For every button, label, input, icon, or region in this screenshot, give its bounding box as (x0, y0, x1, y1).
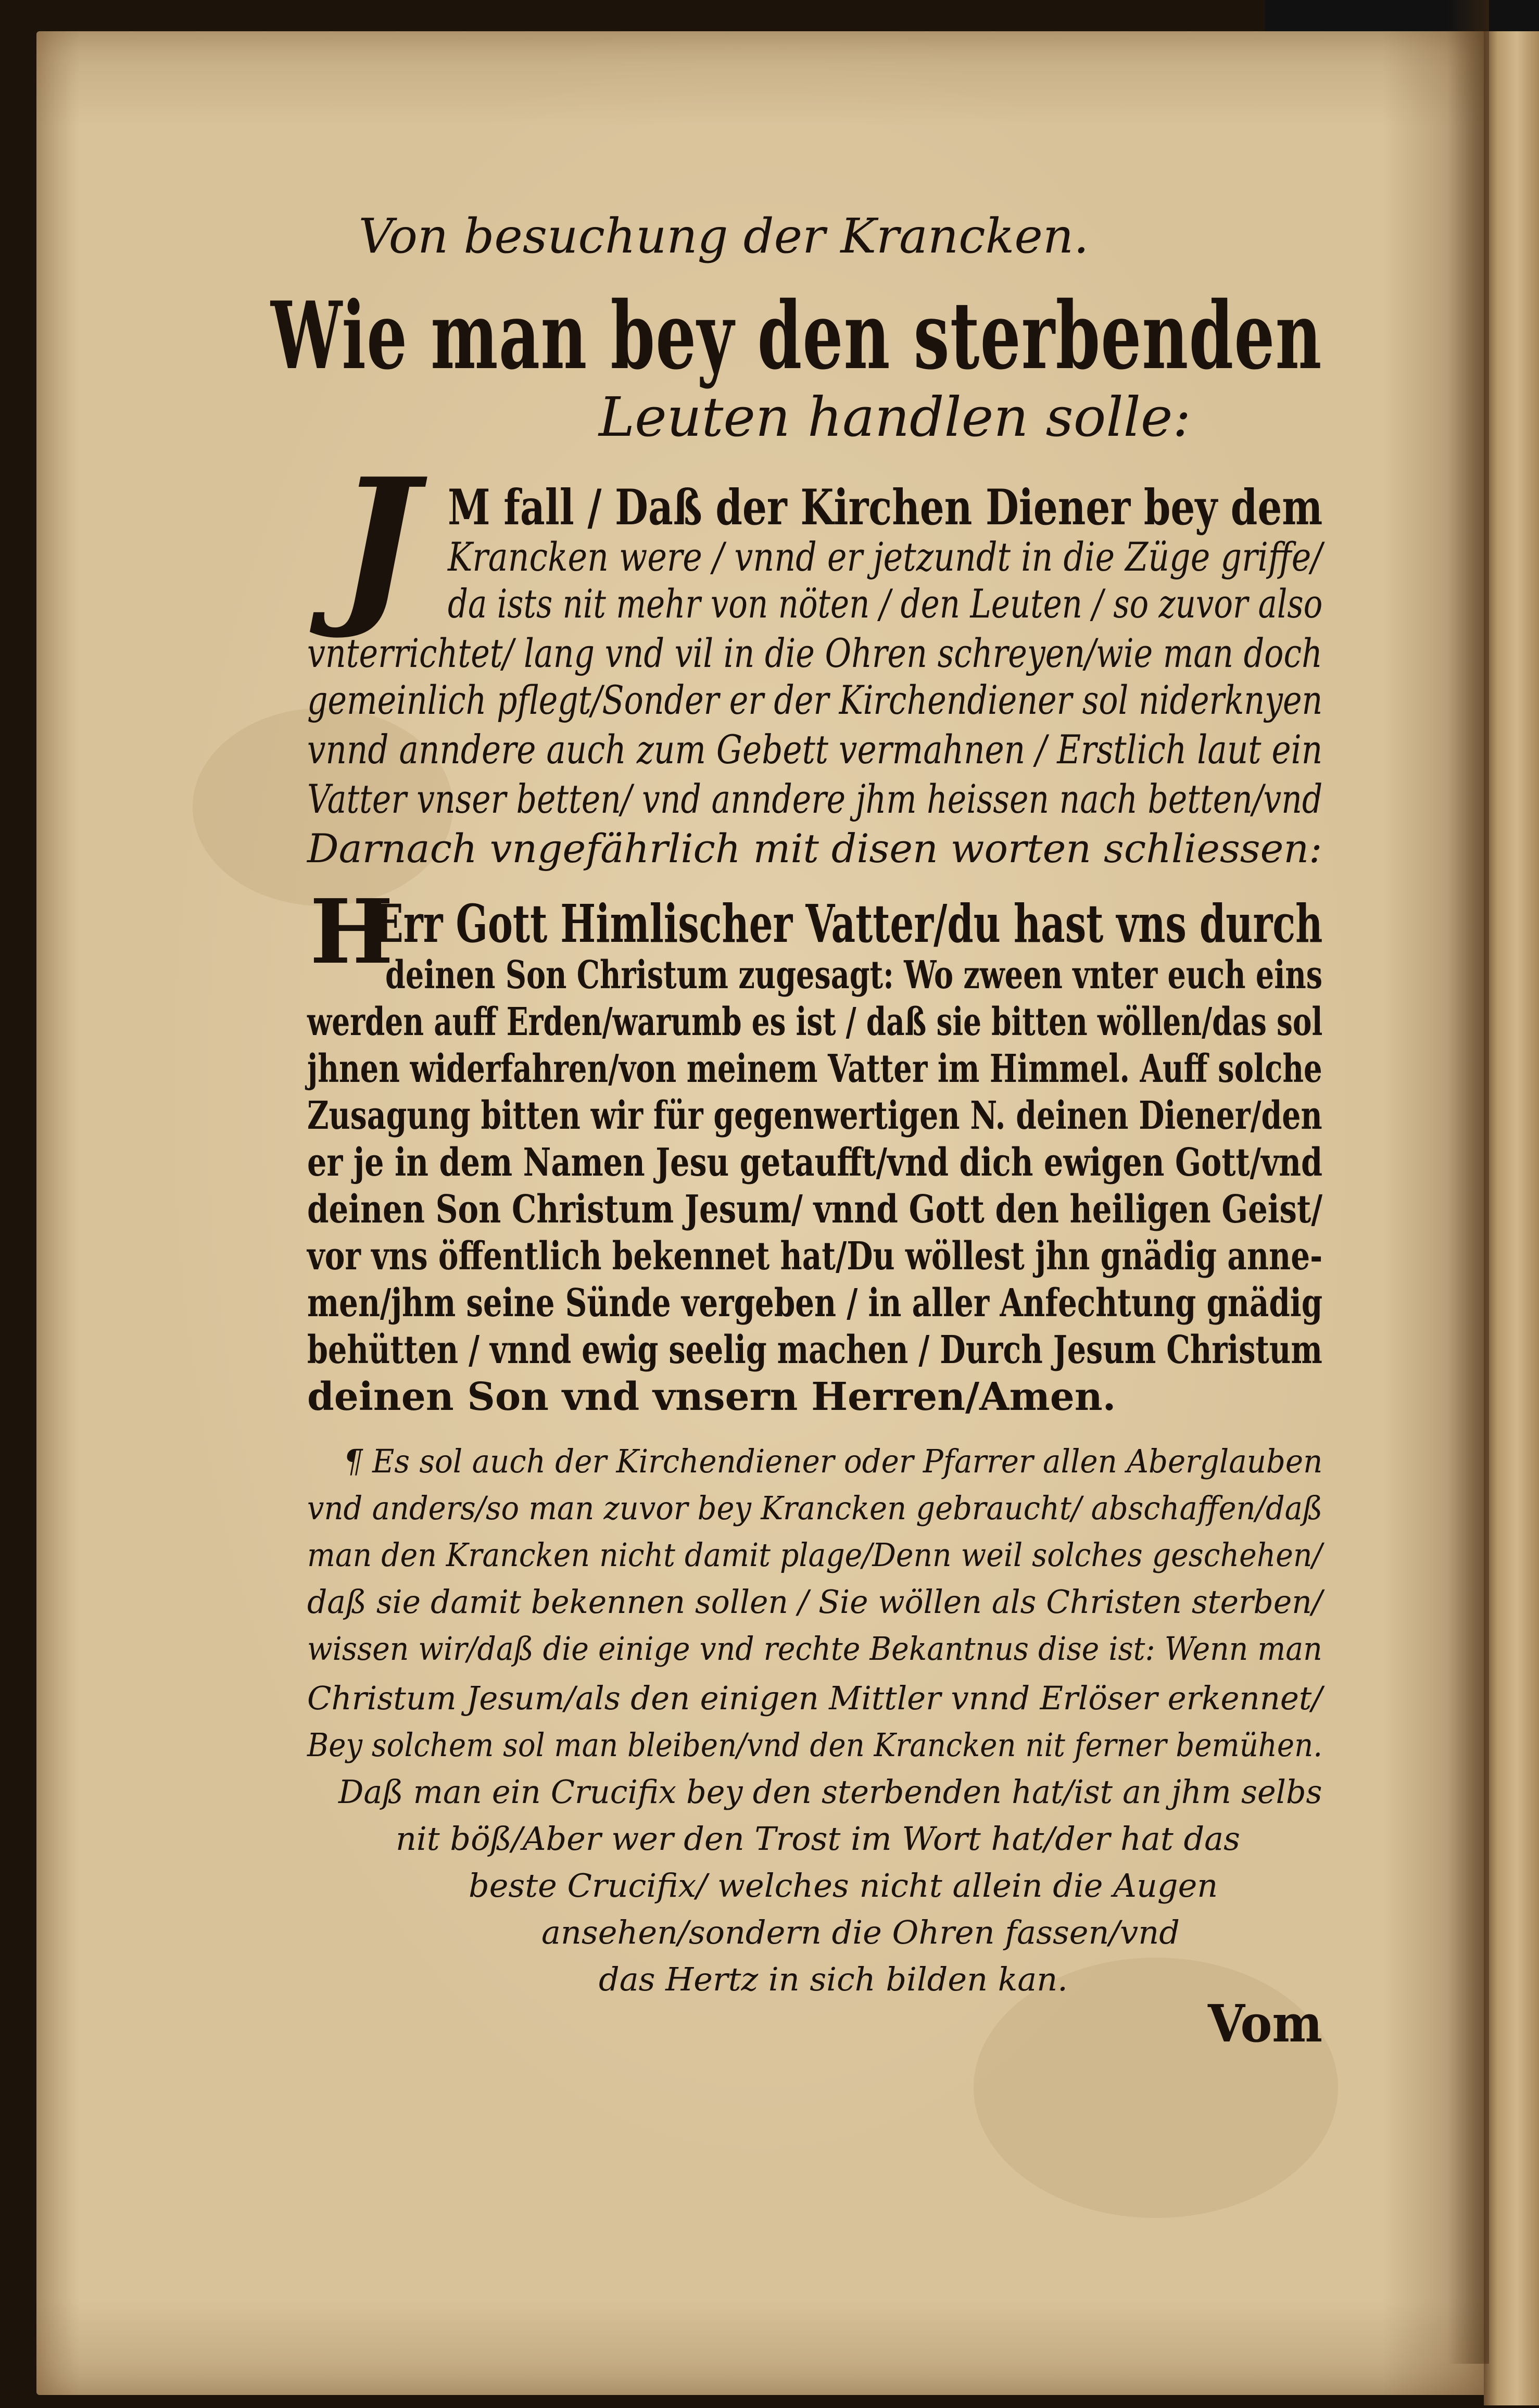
text-line: das Hertz in sich bilden kan. (599, 1960, 1068, 1998)
text-line: vnnd anndere auch zum Gebett vermahnen / Erstlich laut ein (307, 726, 1323, 773)
text-line: Bey solchem sol man bleiben/vnd den Krancken nit ferner bemühen. (307, 1726, 1323, 1764)
text-line: er je in dem Namen Jesu getaufft/vnd dich ewigen Gott/vnd (307, 1140, 1323, 1185)
text-line: behütten / vnnd ewig seelig machen / Durch Jesum Christum (307, 1328, 1322, 1372)
text-line: man den Krancken nicht damit plage/Denn weil solches geschehen/ (307, 1536, 1322, 1574)
text-line: ansehen/sondern die Ohren fassen/vnd (541, 1913, 1180, 1951)
catchword: Vom (1208, 1994, 1323, 2054)
text-line: deinen Son Christum Jesum/ vnnd Gott den heiligen Geist/ (307, 1187, 1323, 1232)
text-line: Zusagung bitten wir für gegenwertigen N. deinen Diener/den (307, 1093, 1322, 1138)
decorated-initial-j: J (336, 440, 419, 642)
text-line: deinen Son vnd vnsern Herren/Amen. (307, 1375, 1116, 1419)
text-line: jhnen widerfahren/von meinem Vatter im Himmel. Auff solche (307, 1047, 1322, 1091)
text-line: M fall / Daß der Kirchen Diener bey dem (448, 479, 1323, 536)
text-line: daß sie damit bekennen sollen / Sie wöllen als Christen sterben/ (307, 1583, 1322, 1621)
text-line: deinen Son Christum zugesagt: Wo zween vnter euch eins (385, 953, 1323, 998)
text-line: Daß man ein Crucifix bey den sterbenden hat/ist an jhm selbs (338, 1773, 1322, 1811)
text-line: Err Gott Himlischer Vatter/du hast vns durch (375, 893, 1323, 954)
text-line: werden auff Erden/warumb es ist / daß sie bitten wöllen/das sol (307, 1000, 1323, 1044)
text-line: gemeinlich pflegt/Sonder er der Kirchendiener sol niderknyen (307, 677, 1323, 723)
text-line: vor vns öffentlich bekennet hat/Du wöllest jhn gnädig anne- (307, 1234, 1323, 1279)
text-line: Krancken were / vnnd er jetzundt in die Züge griffe/ (448, 534, 1322, 580)
page-subtitle: Leuten handlen solle: (599, 385, 1191, 449)
text-line: vnterrichtet/ lang vnd vil in die Ohren schreyen/wie man doch (307, 630, 1322, 676)
adjacent-page-edge (1484, 31, 1539, 2405)
gutter-shadow (1447, 0, 1489, 2364)
initial-h: H (310, 880, 394, 984)
page-title: Wie man bey den sterbenden (271, 281, 1322, 390)
text-line: wissen wir/daß die einige vnd rechte Bekantnus dise ist: Wenn man (307, 1630, 1322, 1668)
text-line: Christum Jesum/als den einigen Mittler vnnd Erlöser erkennet/ (307, 1679, 1322, 1717)
text-line: vnd anders/so man zuvor bey Krancken gebraucht/ abschaffen/daß (307, 1489, 1323, 1527)
text-line: beste Crucifix/ welches nicht allein die Augen (469, 1867, 1218, 1905)
text-line: nit böß/Aber wer den Trost im Wort hat/der hat das (396, 1820, 1240, 1858)
text-line: Darnach vngefährlich mit disen worten schliessen: (307, 825, 1322, 872)
text-line: ¶ Es sol auch der Kirchendiener oder Pfarrer allen Aberglauben (344, 1442, 1323, 1480)
text-line: men/jhm seine Sünde vergeben / in aller Anfechtung gnädig (307, 1281, 1323, 1326)
running-head: Von besuchung der Krancken. (358, 208, 1089, 264)
text-line: Vatter vnser betten/ vnd anndere jhm heissen nach betten/vnd (307, 776, 1323, 822)
text-line: da ists nit mehr von nöten / den Leuten / so zuvor also (448, 581, 1323, 627)
